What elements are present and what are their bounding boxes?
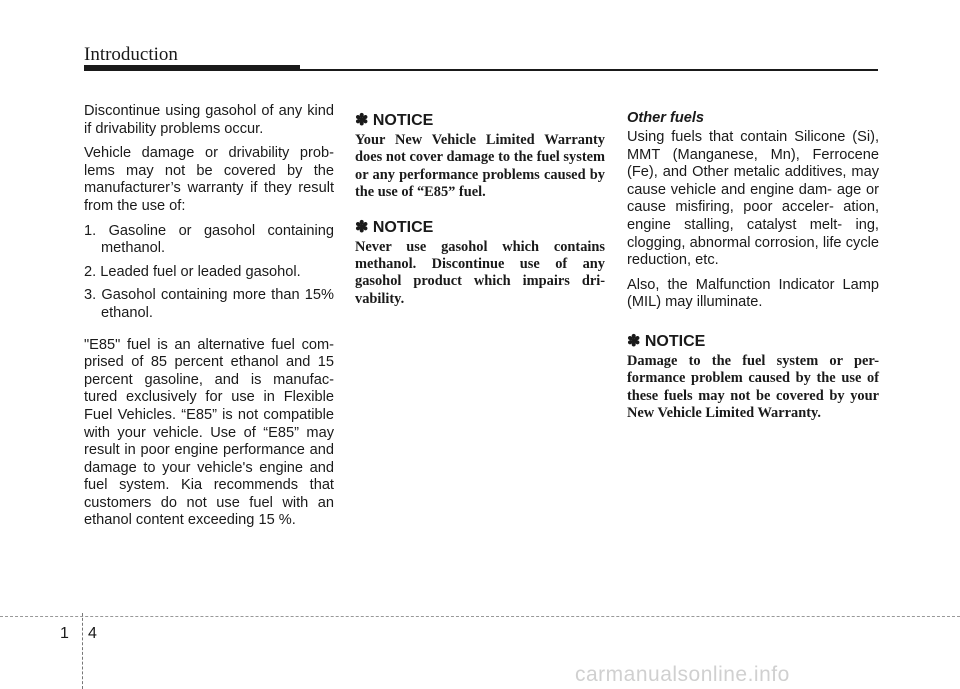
section-subheading: Other fuels	[627, 110, 705, 126]
fuel-list	[84, 223, 334, 323]
paragraph-mil: Also, the Malfunction Indicator Lamp (MIL) may illuminate.	[627, 276, 879, 311]
header-rule-thick	[84, 65, 300, 71]
chapter-number: 1	[60, 625, 69, 642]
notice-heading: ✽ NOTICE	[627, 332, 706, 350]
page-number: 4	[88, 625, 97, 642]
footer-dashed-divider	[82, 613, 83, 689]
notice-heading: ✽ NOTICE	[355, 218, 434, 236]
footer-dashed-rule	[0, 616, 960, 617]
paragraph-other-fuels: Using fuels that contain Silicone (Si), MMT (Manganese, Mn), Ferrocene (Fe), and Other metalic additives, may cause vehicle and engine dam- age or cause misfiring, poor acceler- ation, engine stalling, catalyst melt- ing, clogging, abnormal corrosion, life cycle reduction, etc.	[627, 129, 879, 269]
list-item: 2. Leaded fuel or leaded gasohol.	[84, 263, 301, 280]
notice-body: Your New Vehicle Limited Warranty does not cover damage to the fuel system or any performance problems caused by the use of “E85” fuel.	[355, 132, 605, 201]
paragraph-discontinue: Discontinue using gasohol of any kind if drivability problems occur.	[84, 103, 334, 137]
page-header-title: Introduction	[84, 44, 178, 65]
column-right	[627, 103, 879, 439]
watermark-text: carmanualsonline.info	[575, 663, 790, 686]
notice-body: Never use gasohol which contains methanol. Discontinue use of any gasohol product which impairs dri- vability.	[355, 238, 605, 307]
paragraph-vehicle-damage: Vehicle damage or drivability prob- lems may not be covered by the manufacturer’s warranty if they result from the use of:	[84, 145, 334, 214]
list-item: 1. Gasoline or gasohol containing methanol.	[84, 222, 334, 257]
list-item: 3. Gasohol containing more than 15% ethanol.	[84, 287, 334, 321]
notice-body: Damage to the fuel system or per- formance problem caused by the use of these fuels may not be covered by your New Vehicle Limited Warranty.	[627, 352, 879, 422]
column-left	[84, 103, 334, 537]
notice-heading: ✽ NOTICE	[355, 112, 434, 129]
header-rule-thin	[300, 69, 878, 71]
paragraph-e85: "E85" fuel is an alternative fuel com- prised of 85 percent ethanol and 15 percent gasoline, and is manufac- tured exclusively for use in Flexible Fuel Vehicles. “E85” is not compatible with your vehicle. Use of “E85” may result in poor engine performance and damage to your vehicle's engine and fuel system. Kia recommends that customers do not use fuel with an ethanol content exceeding 15 %.	[84, 336, 334, 529]
column-middle	[355, 103, 605, 324]
